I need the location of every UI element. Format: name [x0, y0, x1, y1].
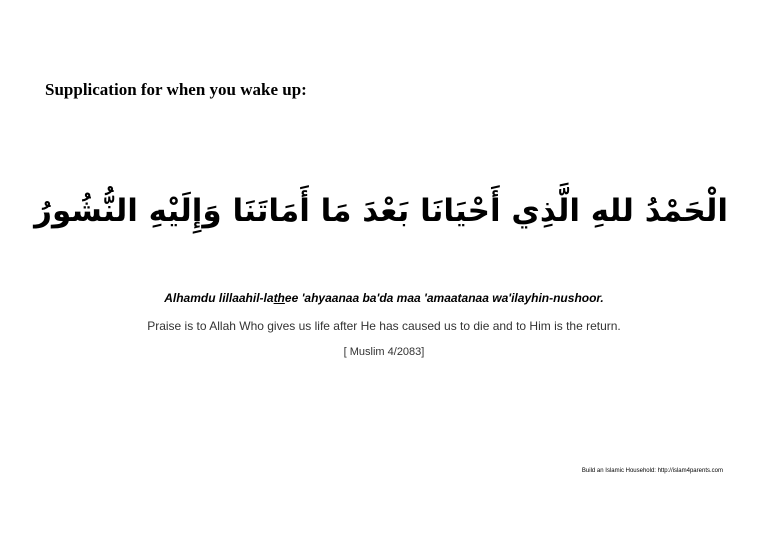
hadith-reference: [ Muslim 4/2083] — [343, 346, 425, 358]
transliteration-part-1: Alhamdu lillaahil-la — [164, 291, 274, 305]
transliteration-underlined: th — [273, 291, 285, 305]
transliteration — [0, 291, 768, 305]
english-translation: Praise is to Allah Who gives us life after He has caused us to die and to Him is the return. — [147, 319, 621, 333]
footer-credit: Build an Islamic Household: http://islam4parents.com — [581, 468, 723, 474]
page-heading: Supplication for when you wake up: — [45, 80, 307, 99]
transliteration-part-2: ee 'ahyaanaa ba'da maa 'amaatanaa wa'ilayhin-nushoor. — [284, 291, 604, 305]
arabic-supplication: الْحَمْدُ للهِ الَّذِي أَحْيَانَا بَعْدَ مَا أَمَاتَنَا وَإِلَيْهِ النُّشُورُ — [34, 193, 728, 229]
